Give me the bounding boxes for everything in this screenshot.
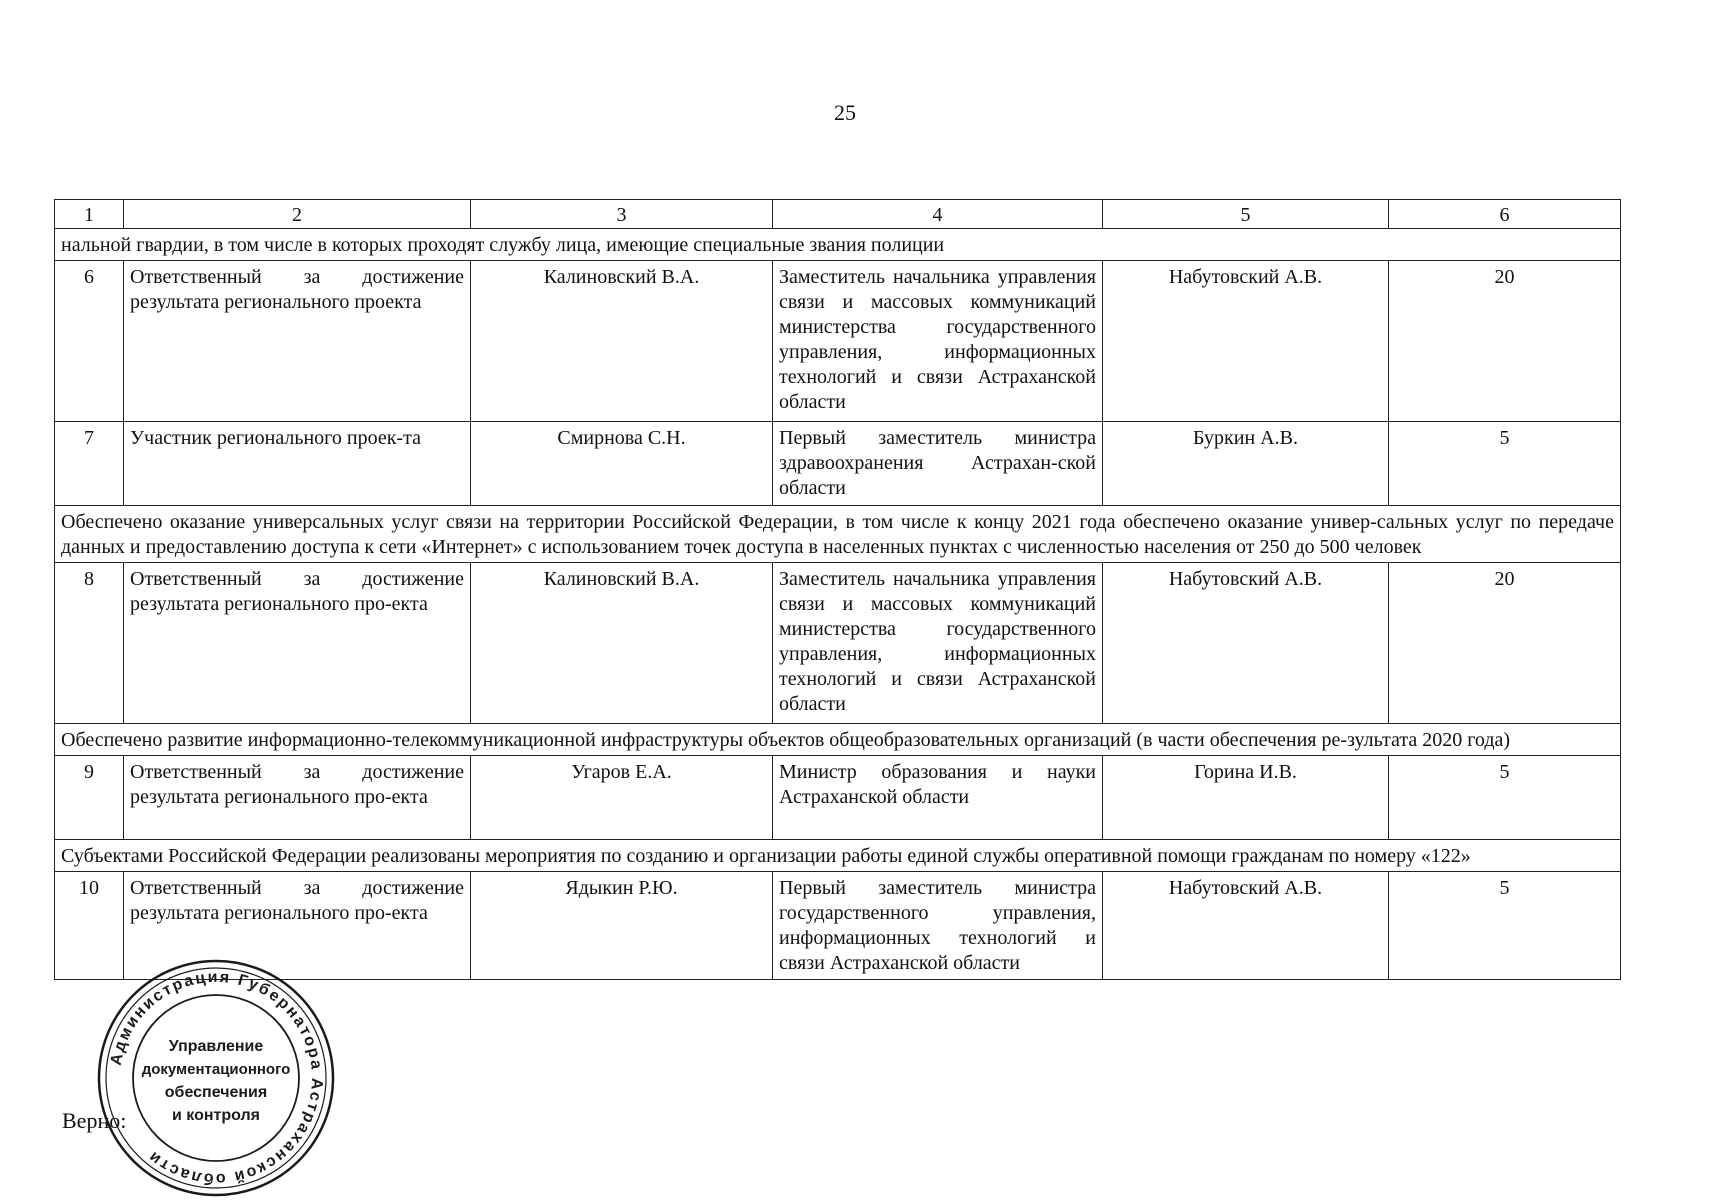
row-position: Заместитель начальника управления связи и массовых коммуникаций министерства государственного управления, информационных технологий и связи Астраханской области: [773, 563, 1103, 724]
header-row: [55, 200, 1621, 229]
stamp-line-3: обеспечения: [164, 1084, 268, 1101]
header-col-1: 1: [55, 200, 124, 229]
row-supervisor: Набутовский А.В.: [1103, 261, 1389, 422]
section-heading: Субъектами Российской Федерации реализованы мероприятия по созданию и организации работы единой службы оперативной помощи гражданам по номеру «122»: [55, 840, 1621, 872]
stamp-line-1: Управление: [168, 1038, 264, 1055]
row-name: Калиновский В.А.: [471, 563, 773, 724]
row-position: Первый заместитель министра государственного управления, информационных технологий и связи Астраханской области: [773, 872, 1103, 980]
row-percent: 5: [1389, 422, 1621, 506]
main-table: [54, 199, 1621, 980]
row-name: Калиновский В.А.: [471, 261, 773, 422]
stamp-line-4: и контроля: [172, 1107, 260, 1124]
section-heading-row: [55, 724, 1621, 756]
table-row: [55, 563, 1621, 724]
row-number: 9: [55, 756, 124, 840]
row-number: 6: [55, 261, 124, 422]
row-number: 8: [55, 563, 124, 724]
section-heading: нальной гвардии, в том числе в которых проходят службу лица, имеющие специальные звания полиции: [55, 229, 1621, 261]
row-position: Заместитель начальника управления связи и массовых коммуникаций министерства государственного управления, информационных технологий и связи Астраханской области: [773, 261, 1103, 422]
row-role: Ответственный за достижение результата регионального про-екта: [124, 563, 471, 724]
row-supervisor: Буркин А.В.: [1103, 422, 1389, 506]
official-stamp: [96, 958, 336, 1198]
section-heading-row: [55, 229, 1621, 261]
row-percent: 20: [1389, 563, 1621, 724]
row-number: 7: [55, 422, 124, 506]
row-role: Участник регионального проек-та: [124, 422, 471, 506]
verno-label: Верно:: [62, 1108, 127, 1133]
section-heading-row: [55, 506, 1621, 563]
row-position: Первый заместитель министра здравоохранения Астрахан-ской области: [773, 422, 1103, 506]
table-row: [55, 261, 1621, 422]
row-percent: 20: [1389, 261, 1621, 422]
row-name: Угаров Е.А.: [471, 756, 773, 840]
row-supervisor: Набутовский А.В.: [1103, 872, 1389, 980]
header-col-2: 2: [124, 200, 471, 229]
header-col-3: 3: [471, 200, 773, 229]
row-percent: 5: [1389, 756, 1621, 840]
stamp-line-2: документационного: [141, 1061, 291, 1078]
stamp-ring-text: Администрация Губернатора Астраханской области: [107, 968, 326, 1188]
row-name: Ядыкин Р.Ю.: [471, 872, 773, 980]
row-role: Ответственный за достижение результата регионального про-екта: [124, 756, 471, 840]
section-heading: Обеспечено развитие информационно-телекоммуникационной инфраструктуры объектов общеобразовательных организаций (в части обеспечения ре-зультата 2020 года): [55, 724, 1621, 756]
page-number: 25: [834, 100, 856, 125]
row-position: Министр образования и науки Астраханской области: [773, 756, 1103, 840]
row-number: 10: [55, 872, 124, 980]
header-col-6: 6: [1389, 200, 1621, 229]
header-col-5: 5: [1103, 200, 1389, 229]
row-role: Ответственный за достижение результата регионального про-екта: [124, 872, 471, 980]
row-supervisor: Горина И.В.: [1103, 756, 1389, 840]
table-row: [55, 422, 1621, 506]
section-heading-row: [55, 840, 1621, 872]
row-supervisor: Набутовский А.В.: [1103, 563, 1389, 724]
row-name: Смирнова С.Н.: [471, 422, 773, 506]
row-role: Ответственный за достижение результата регионального проекта: [124, 261, 471, 422]
table-row: [55, 756, 1621, 840]
row-percent: 5: [1389, 872, 1621, 980]
header-col-4: 4: [773, 200, 1103, 229]
section-heading: Обеспечено оказание универсальных услуг связи на территории Российской Федерации, в том числе к концу 2021 года обеспечено оказание универ-сальных услуг по передаче данных и предоставлению доступа к сети «Интернет» с использованием точек доступа в населенных пунктах с численностью населения от 250 до 500 человек: [55, 506, 1621, 563]
